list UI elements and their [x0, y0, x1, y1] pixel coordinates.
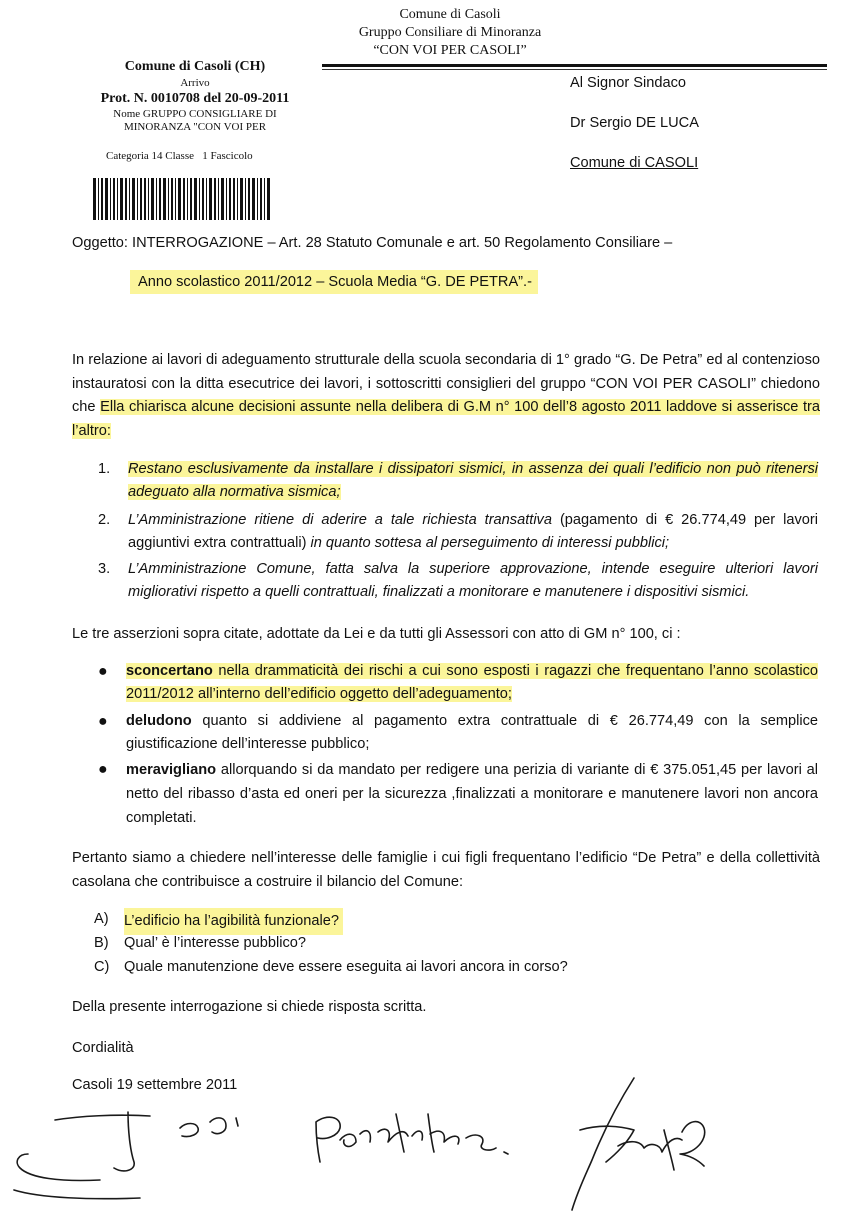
bullet-body — [126, 660, 818, 706]
list-item-text: L’Amministrazione Comune, fatta salva la superiore approvazione, intende eseguire ulteriori lavori migliorativi rispetto a quelli contrattuali, finalizzati a monitorare e manutenere i dispositivi sismici. — [128, 561, 818, 600]
letterhead-line2: Gruppo Consiliare di Minoranza — [358, 25, 542, 40]
handwritten-signature-3 — [572, 1078, 705, 1210]
barcode — [93, 178, 289, 220]
letterhead — [300, 6, 600, 60]
list-item-text: Restano esclusivamente da installare i dissipatori sismici, in assenza dei quali l’edificio non può ritenersi adeguato alla normativa sismica; — [128, 461, 818, 500]
question-letter: B) — [94, 935, 109, 951]
signatures — [0, 1070, 850, 1216]
list-item-number: 3. — [98, 561, 111, 577]
bullet-list — [0, 660, 850, 830]
handwritten-signature-2 — [316, 1114, 508, 1162]
stamp-categoria: Categoria 14 Classe 1 Fascicolo — [106, 150, 253, 162]
intro-text: In relazione ai lavori di adeguamento strutturale della scuola secondaria di 1° grado “G. De Petra” ed al contenzioso instauratosi con la ditta esecutrice dei lavori, i sottoscritti consiglieri del gruppo “CON VOI PER CASOLI” chiedono che — [72, 352, 820, 415]
list-item-body — [128, 509, 818, 555]
bullet-dot: ● — [98, 713, 108, 730]
stamp-nome-line1: Nome GRUPPO CONSIGLIARE DI — [113, 108, 277, 120]
bullet-text: quanto si addiviene al pagamento extra contrattuale di € 26.774,49 con la semplice giustificazione dell’interesse pubblico; — [126, 713, 818, 752]
handwritten-signature-1 — [14, 1112, 238, 1199]
list-item-number: 2. — [98, 512, 111, 528]
list-item-text-a: L’Amministrazione ritiene di aderire a tale richiesta transattiva — [128, 512, 552, 528]
bullet-dot: ● — [98, 663, 108, 680]
bullet-dot: ● — [98, 761, 108, 778]
stamp-nome-line2: MINORANZA "CON VOI PER — [123, 121, 267, 133]
protocol-stamp — [70, 58, 320, 134]
letterhead-rule — [322, 64, 827, 67]
list-item-body — [128, 458, 818, 504]
stamp-prot: Prot. N. 0010708 del 20-09-2011 — [100, 91, 290, 106]
bullet-body — [126, 758, 818, 830]
question-letter: A) — [94, 911, 109, 927]
recipient-line2: Dr Sergio DE LUCA — [570, 115, 699, 131]
letterhead-line1: Comune di Casoli — [399, 7, 501, 22]
subject-line1: Oggetto: INTERROGAZIONE – Art. 28 Statuto Comunale e art. 50 Regolamento Consiliare – — [72, 235, 673, 251]
question-text: Quale manutenzione deve essere eseguita ai lavori ancora in corso? — [124, 959, 568, 975]
intro-paragraph — [72, 349, 820, 443]
recipient-line3: Comune di CASOLI — [570, 155, 699, 171]
subject-line2 — [130, 271, 538, 294]
bullet-text: allorquando si da mandato per redigere una perizia di variante di € 375.051,45 per lavori al netto del ribasso d’asta ed oneri per la sicurezza ,finalizzati a monitorare e manutenere lavori non ancora completati. — [126, 762, 818, 826]
list-item-text-b: (pagamento di € 26.774,49 per lavori aggiuntivi extra contrattuali) — [128, 512, 818, 551]
bullet-body — [126, 710, 818, 756]
stamp-arrivo: Arrivo — [180, 77, 210, 89]
recipient-line1: Al Signor Sindaco — [570, 75, 687, 91]
question-letter: C) — [94, 959, 110, 975]
place-date: Casoli 19 settembre 2011 — [72, 1077, 238, 1093]
assertions-intro: Le tre asserzioni sopra citate, adottate da Lei e da tutti gli Assessori con atto di GM n° 100, ci : — [72, 626, 681, 642]
bullet-bold: sconcertano — [126, 663, 213, 679]
intro-highlight: Ella chiarisca alcune decisioni assunte nella delibera di G.M n° 100 dell’8 agosto 2011 laddove si asserisce tra l’altro: — [72, 399, 820, 439]
list-item-text-c: in quanto sottesa al perseguimento di interessi pubblici; — [310, 535, 670, 551]
subject-line2-text: Anno scolastico 2011/2012 – Scuola Media “G. DE PETRA”.- — [130, 270, 538, 294]
bullet-text: nella drammaticità dei rischi a cui sono esposti i ragazzi che frequentano l’anno scolastico 2011/2012 all’interno dell’edificio oggetto dell’adeguamento; — [126, 663, 818, 702]
bullet-bold: meravigliano — [126, 762, 217, 778]
list-item-number: 1. — [98, 461, 111, 477]
questions-list — [0, 908, 850, 983]
question-text: Qual’ è l’interesse pubblico? — [124, 935, 306, 951]
letterhead-line3: “CON VOI PER CASOLI” — [373, 43, 527, 58]
recipient — [570, 72, 699, 174]
letterhead-rule-thin — [322, 69, 827, 70]
closing-request: Della presente interrogazione si chiede risposta scritta. — [72, 999, 427, 1015]
greeting: Cordialità — [72, 1040, 134, 1056]
stamp-title: Comune di Casoli (CH) — [124, 59, 266, 74]
bullet-bold: deludono — [126, 713, 192, 729]
question-text: L’edificio ha l’agibilità funzionale? — [124, 908, 343, 935]
numbered-list — [0, 458, 850, 608]
request-intro: Pertanto siamo a chiedere nell’interesse delle famiglie i cui figli frequentano l’edificio “De Petra” e della collettività casolana che contribuisce a costruire il bilancio del Comune: — [72, 850, 820, 890]
